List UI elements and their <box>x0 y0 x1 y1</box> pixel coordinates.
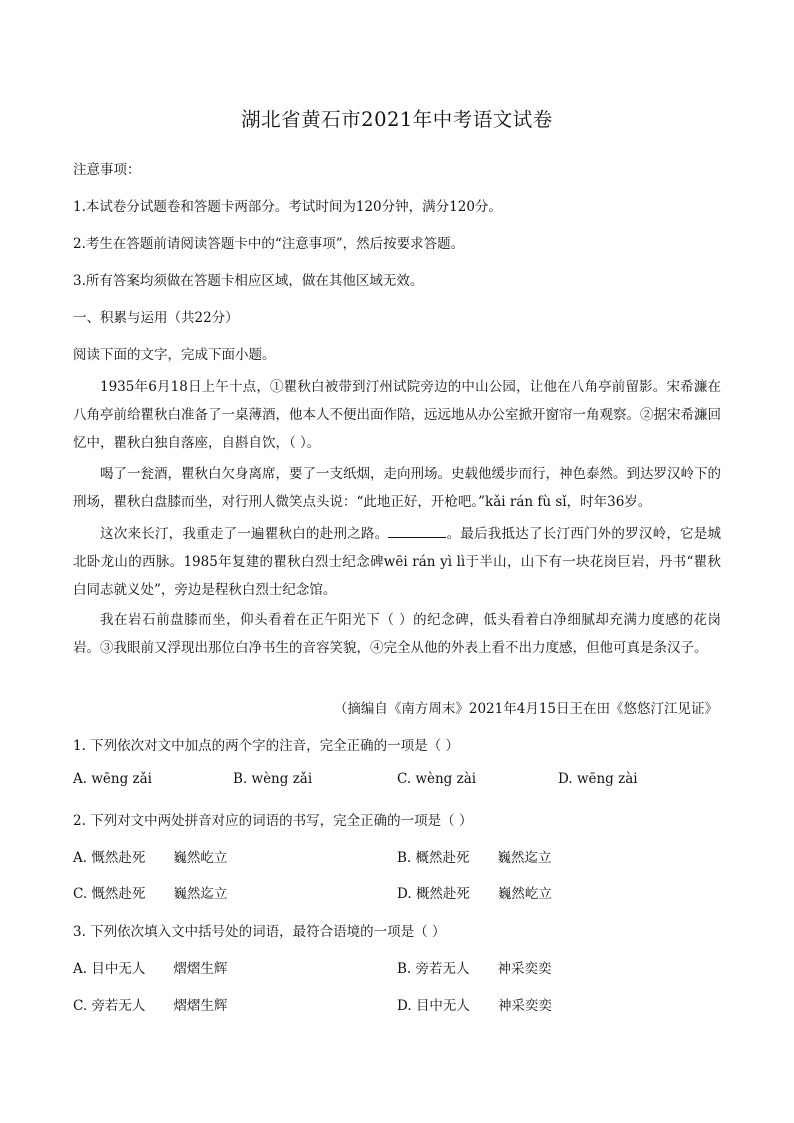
passage-paragraph-4: 我在岩石前盘膝而坐，仰头看着在正午阳光下（ ）的纪念碑，低头看着白净细腻却充满力度感的花岗岩。③我眼前又浮现出那位白净书生的音容笑貌，④完全从他的外表上看不出力度感，但他可真是条汉子。 <box>73 612 721 656</box>
question-2-option-c: C. 慨然赴死 巍然迄立 <box>73 886 228 902</box>
question-2-option-d: D. 概然赴死 巍然屹立 <box>397 886 552 902</box>
notice-item-2: 2.考生在答题前请阅读答题卡中的“注意事项”，然后按要求答题。 <box>73 236 465 252</box>
notice-heading: 注意事项： <box>73 162 141 178</box>
reading-instruction: 阅读下面的文字，完成下面小题。 <box>73 347 276 363</box>
question-2-option-b: B. 概然赴死 巍然迄立 <box>397 850 552 866</box>
notice-item-1: 1.本试卷分试题卷和答题卡两部分。考试时间为120分钟，满分120分。 <box>73 199 502 215</box>
question-1-option-d: D. wēng zài <box>558 771 638 787</box>
question-1-option-a: A. wēng zǎi <box>73 771 152 787</box>
question-1-stem: 1. 下列依次对文中加点的两个字的注音，完全正确的一项是（ ） <box>73 738 459 754</box>
fill-in-blank-line <box>388 523 446 538</box>
question-3-option-d: D. 目中无人 神采奕奕 <box>397 998 552 1014</box>
question-3-option-a: A. 目中无人 熠熠生辉 <box>73 961 228 977</box>
question-1-option-c: C. wèng zài <box>397 771 477 787</box>
question-3-option-b: B. 旁若无人 神采奕奕 <box>397 961 552 977</box>
section-heading: 一、积累与运用（共22分） <box>73 310 239 326</box>
exam-title: 湖北省黄石市2021年中考语文试卷 <box>241 108 553 131</box>
question-1-option-b: B. wèng zǎi <box>233 771 313 787</box>
question-2-stem: 2. 下列对文中两处拼音对应的词语的书写，完全正确的一项是（ ） <box>73 813 473 829</box>
question-2-option-a: A. 慨然赴死 巍然屹立 <box>73 850 228 866</box>
passage-paragraph-1: 1935年6月18日上午十点，①瞿秋白被带到汀州试院旁边的中山公园，让他在八角亭前留影。宋希濂在八角亭前给瞿秋白准备了一桌薄酒，他本人不便出面作陪，远远地从办公室掀开窗帘一角观察。②据宋希濂回忆中，瞿秋白独自落座，自斟自饮，（ ）。 <box>73 379 721 451</box>
passage-paragraph-3-end: 。最后我抵达了长汀西门外的罗汉岭，它是城北卧龙山的西脉。1985年复建的瞿秋白烈士纪念碑wēi rán yì lì于半山，山下有一块花岗巨岩，丹书“瞿秋白同志就义处”，旁边是程秋白烈士纪念馆。 <box>73 526 722 598</box>
passage-paragraph-2: 喝了一瓮酒，瞿秋白欠身离席，要了一支纸烟，走向刑场。史载他缓步而行，神色泰然。到达罗汉岭下的刑场，瞿秋白盘膝而坐，对行刑人微笑点头说：“此地正好，开枪吧。”kǎi rán fù sǐ，时年36岁。 <box>73 466 721 510</box>
question-3-stem: 3. 下列依次填入文中括号处的词语，最符合语境的一项是（ ） <box>73 924 446 940</box>
question-3-option-c: C. 旁若无人 熠熠生辉 <box>73 998 228 1014</box>
passage-source: （摘编自《南方周末》2021年4月15日王在田《悠悠汀江见证》 <box>333 701 718 717</box>
passage-paragraph-3-start: 这次来长汀，我重走了一遍瞿秋白的赴刑之路。 <box>100 526 389 542</box>
notice-item-3: 3.所有答案均须做在答题卡相应区域，做在其他区域无效。 <box>73 273 424 289</box>
passage-paragraph-3 <box>73 520 721 604</box>
